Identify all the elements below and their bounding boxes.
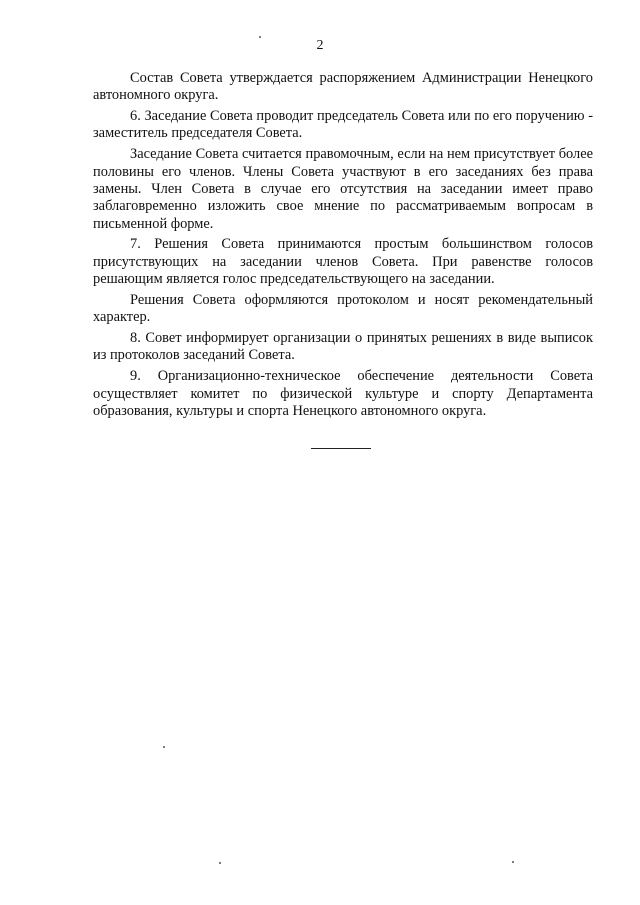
document-body: [93, 70, 593, 424]
scan-speck: [512, 861, 514, 863]
page-number: 2: [316, 38, 324, 53]
scan-speck: [259, 36, 261, 38]
paragraph-council-composition: Состав Совета утверждается распоряжением Администрации Ненецкого автономного округа.: [93, 70, 593, 104]
paragraph-quorum: Заседание Совета считается правомочным, если на нем присутствует более половины его членов. Члены Совета участвуют в его заседаниях без права замены. Член Совета в случае его отсутствия на заседании имеет право заблаговременно изложить свое мнение по рассматриваемым вопросам в письменной форме.: [93, 146, 593, 232]
paragraph-item-9: 9. Организационно-техническое обеспечение деятельности Совета осуществляет комитет по физической культуре и спорту Департамента образования, культуры и спорта Ненецкого автономного округа.: [93, 368, 593, 419]
scan-speck: [163, 746, 165, 748]
paragraph-item-6: 6. Заседание Совета проводит председатель Совета или по его поручению - заместитель председателя Совета.: [93, 108, 593, 142]
scan-speck: [219, 862, 221, 864]
paragraph-decisions-protocol: Решения Совета оформляются протоколом и носят рекомендательный характер.: [93, 291, 593, 326]
paragraph-item-7: 7. Решения Совета принимаются простым большинством голосов присутствующих на заседании членов Совета. При равенстве голосов решающим является голос председательствующего на заседании.: [93, 236, 593, 288]
paragraph-item-8: 8. Совет информирует организации о принятых решениях в виде выписок из протоколов заседаний Совета.: [93, 330, 593, 364]
closing-divider-line: [311, 448, 371, 449]
